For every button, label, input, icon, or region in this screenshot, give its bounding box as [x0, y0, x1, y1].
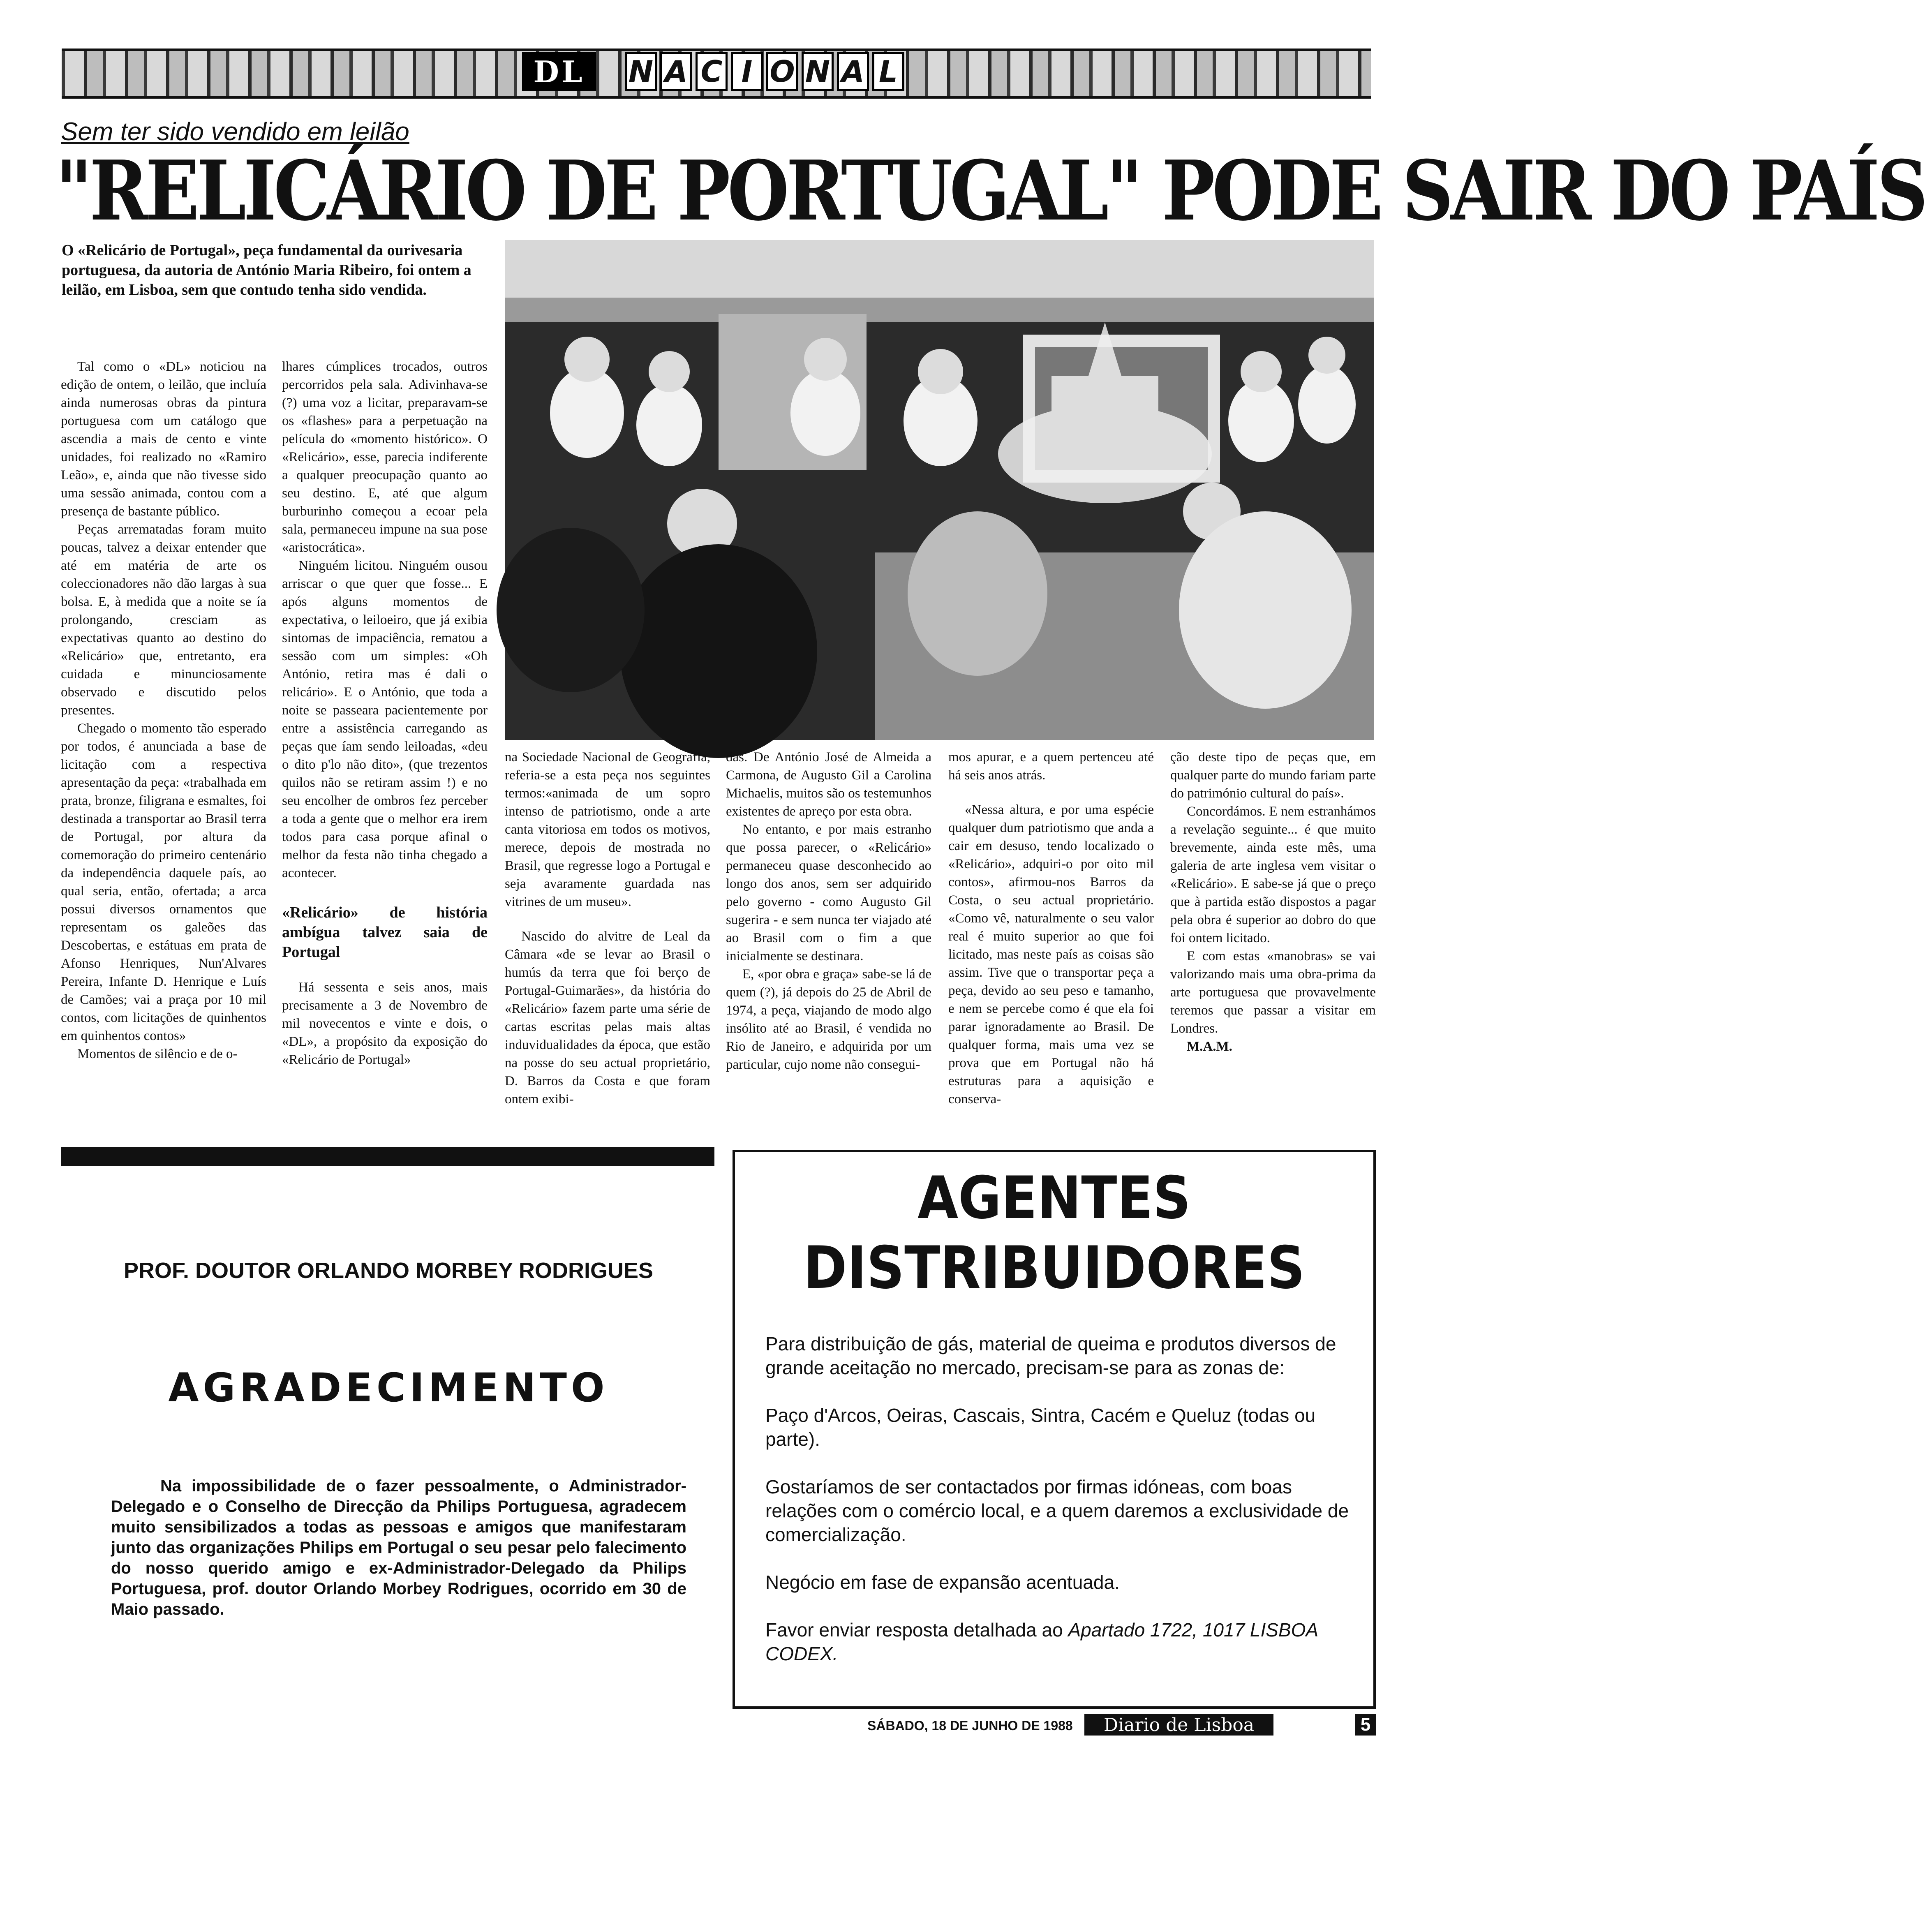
agents-ad-title-line1: AGENTES — [917, 1164, 1191, 1232]
paragraph: Chegado o momento tão esperado por todos, é anunciada a base de licitação com a respectiva apresentação da peça: «trabalhada em prata, bronze, filigrana e esmaltes, foi destinada a transportar ao Brasil terra de Portugal, por altura da comemoração do primeiro centenário da independência daquele país, ao qual seria, então, ofertada; a arca possui diversos ornamentos que representam os galeões das Descobertas, e estátuas em prata de Afonso Henriques, Nun'Alvares Pereira, Infante D. Henrique e Luís de Camões; vai a praça por 10 mil contos, com licitações de quinhentos em quinhentos contos» — [61, 721, 266, 1043]
paragraph: das. De António José de Almeida a Carmona, de Augusto Gil a Carolina Michaelis, muitos são os testemunhos existentes de apreço por esta obra. — [726, 750, 931, 819]
agents-ad-paragraph: Paço d'Arcos, Oeiras, Cascais, Sintra, Cacém e Queluz (todas ou parte). — [765, 1405, 1316, 1450]
paragraph: No entanto, e por mais estranho que possa parecer, o «Relicário» permaneceu quase desconhecido ao longo dos anos, sem ser adquirido pelo governo - como Augusto Gil sugerira - e sem nunca ter viajado até ao Brasil com o fim a que inicialmente se destinara. — [726, 822, 931, 964]
article-signature: M.A.M. — [1187, 1039, 1232, 1054]
paragraph: E com estas «manobras» se vai valorizando mais uma obra-prima da arte portuguesa que provavelmente teremos que passar a visitar em Londres. — [1170, 949, 1376, 1036]
agents-ad-contact — [765, 1618, 1357, 1666]
article-subhead: «Relicário» de história ambígua talvez saia de Portugal — [282, 904, 488, 961]
footer-date: SÁBADO, 18 DE JUNHO DE 1988 — [867, 1718, 1073, 1733]
paragraph: Ninguém licitou. Ninguém ousou arriscar o que quer que fosse... E após alguns momentos de expectativa, o leiloeiro, que já exibia sintomas de impaciência, rematou a sessão com um simples: «Oh António, retira mas é dali o relicário». E o António, que toda a noite se passeara pacientemente por entre a assistência carregando as peças que íam sendo leiloadas, «deu o dito p'lo não dito», (que trezentos quilos não se retiram assim !) e no seu encolher de ombros fez perceber a toda a gente que o melhor era irem todos para casa porque afinal o melhor da festa não tinha chegado a acontecer. — [282, 558, 488, 880]
agents-ad-paragraph: Gostaríamos de ser contactados por firmas idóneas, com boas relações com o comércio local, e a quem daremos a exclusividade de comercialização. — [765, 1476, 1349, 1545]
agents-ad-address: Apartado 1722, 1017 LISBOA CODEX. — [765, 1619, 1318, 1664]
article-lead: O «Relicário de Portugal», peça fundamental da ourivesaria portuguesa, da autoria de António Maria Ribeiro, foi ontem a leilão, em Lisboa, sem que contudo tenha sido vendida. — [62, 242, 471, 298]
paragraph: Concordámos. E nem estranhámos a revelação seguinte... é que muito brevemente, ainda este mês, uma galeria de arte inglesa vem visitar o «Relicário». E sabe-se já que o preço que à partida estão dispostos a pagar pela obra é superior ao dobro do que foi ontem licitado. — [1170, 804, 1376, 945]
page-number: 5 — [1355, 1714, 1376, 1736]
section-letter: C — [696, 52, 728, 91]
article-column-4 — [726, 748, 931, 1074]
paragraph: Peças arrematadas foram muito poucas, talvez a deixar entender que até em matéria de arte os coleccionadores não dão largas à sua bolsa. E, à medida que a noite se ía prolongando, cresciam as expectativas quanto ao destino do «Relicário» que, entretanto, era cuidada e minunciosamente observado e discutido pelos presentes. — [61, 522, 266, 718]
article-column-5 — [948, 748, 1154, 1108]
article-kicker: Sem ter sido vendido em leilão — [61, 118, 409, 146]
thanks-ad-name: PROF. DOUTOR ORLANDO MORBEY RODRIGUES — [123, 1258, 654, 1283]
paragraph: Momentos de silêncio e de o- — [77, 1047, 238, 1061]
article-headline: "RELICÁRIO DE PORTUGAL" PODE SAIR DO PAÍS — [55, 143, 1925, 239]
article-column-6 — [1170, 748, 1376, 1056]
thanks-ad-body: Na impossibilidade de o fazer pessoalmente, o Administrador-Delegado e o Conselho de Direcção da Philips Portuguesa, agradecem muito sensibilizados a todas as pessoas e amigos que manifestaram junto das organizações Philips em Portugal o seu pesar pelo falecimento do nosso querido amigo e ex-Administrador-Delegado da Philips Portuguesa, prof. doutor Orlando Morbey Rodrigues, ocorrido em 30 de Maio passado. — [111, 1477, 686, 1618]
agents-ad-paragraph: Para distribuição de gás, material de queima e produtos diversos de grande aceitação no mercado, precisam-se para as zonas de: — [765, 1333, 1336, 1378]
section-letter: A — [660, 52, 692, 91]
article-column-2 — [282, 358, 488, 1069]
paragraph: «Nessa altura, e por uma espécie qualquer dum patriotismo que anda a cair em desuso, tendo localizado o «Relicário», adquiri-o por oito mil contos», afirmou-nos Barros da Costa, o seu actual proprietário. «Como vê, naturalmente o seu valor real é muito superior ao que foi licitado, mas neste país as coisas são assim. Tive que o transportar peça a peça, devido ao seu peso e tamanho, e nem se percebe como é que ela foi parar ignoradamente ao Brasil. De qualquer forma, mais uma vez se prova que em Portugal não há estruturas para a aquisição e conserva- — [948, 802, 1154, 1107]
paragraph: E, «por obra e graça» sabe-se lá de quem (?), já depois do 25 de Abril de 1974, a peça, viajando de modo algo insólito até ao Brasil, é vendida no Rio de Janeiro, e adquirida por um particular, cujo nome não consegui- — [726, 967, 931, 1072]
dl-logo: DL — [522, 52, 596, 91]
agents-ad-contact-prefix: Favor enviar resposta detalhada ao — [765, 1619, 1068, 1641]
paragraph: Nascido do alvitre de Leal da Câmara «de se levar ao Brasil o humús da terra que foi berço de Portugal-Guimarães», da história do «Relicário» fazem parte uma série de cartas escritas pelas mais altas induvidualidades da época, que estão na posse do seu actual proprietário, D. Barros da Costa e que foram ontem exibi- — [505, 929, 710, 1107]
paragraph: Tal como o «DL» noticiou na edição de ontem, o leilão, que incluía ainda numerosas obras da pintura portuguesa com um catálogo que ascendia a mais de cento e vinte unidades, foi realizado no «Ramiro Leão», e, ainda que não tivesse sido uma sessão animada, contou com a presença de bastante público. — [61, 359, 266, 519]
paragraph: lhares cúmplices trocados, outros percorridos pela sala. Adivinhava-se (?) uma voz a licitar, preparavam-se os «flashes» para a perpetuação na película do «momento histórico». O «Relicário», esse, parecia indiferente a qualquer preocupação quanto ao seu destino. E, até que algum burburinho começou a ecoar pela sala, permaneceu impune na sua pose «aristocrática». — [282, 359, 488, 555]
article-column-1 — [61, 358, 266, 1063]
section-title-nacional — [625, 52, 904, 91]
divider-rule — [61, 1147, 714, 1166]
auction-photo — [505, 240, 1374, 740]
footer-masthead: Diario de Lisboa — [1084, 1714, 1273, 1736]
paragraph: mos apurar, e a quem pertenceu até há seis anos atrás. — [948, 750, 1154, 783]
agents-ad-paragraph: Negócio em fase de expansão acentuada. — [765, 1571, 1120, 1593]
section-letter: N — [625, 52, 657, 91]
thanks-ad-title: AGRADECIMENTO — [168, 1365, 609, 1411]
paragraph: na Sociedade Nacional de Geografia, referia-se a esta peça nos seguintes termos:«animada de um sopro intenso de patriotismo, onde a arte canta vitoriosa em todos os motivos, merece, depois de mostrada no Brasil, que regresse logo a Portugal e seja avaramente guardada nas vitrines de um museu». — [505, 750, 710, 909]
agents-ad-title-line2: DISTRIBUIDORES — [803, 1234, 1305, 1302]
article-column-3 — [505, 748, 710, 1108]
section-letter: A — [837, 52, 869, 91]
section-letter: N — [802, 52, 834, 91]
section-letter: I — [731, 52, 763, 91]
section-letter: L — [872, 52, 904, 91]
paragraph: Há sessenta e seis anos, mais precisamente a 3 de Novembro de mil novecentos e vinte e dois, o «DL», a propósito da exposição do «Relicário de Portugal» — [282, 980, 488, 1067]
auction-photo-illustration — [505, 240, 1374, 740]
paragraph: ção deste tipo de peças que, em qualquer parte do mundo fariam parte do património cultural do país». — [1170, 750, 1376, 801]
agents-ad-title — [765, 1163, 1344, 1303]
section-letter: O — [766, 52, 798, 91]
agents-ad-body — [765, 1332, 1357, 1689]
